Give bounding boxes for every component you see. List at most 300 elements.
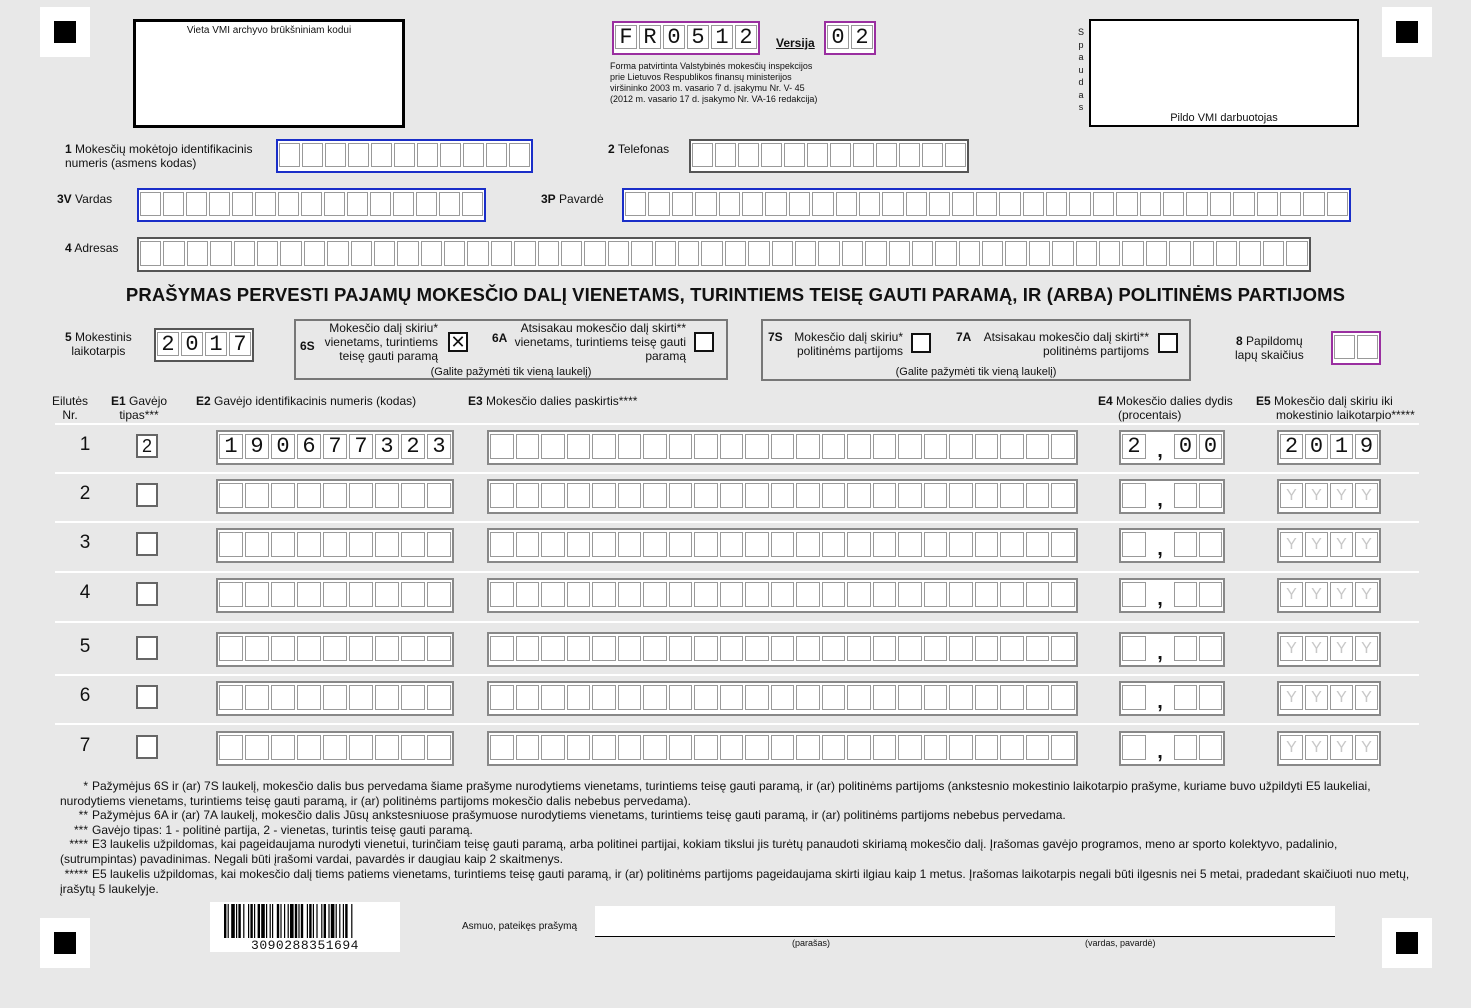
corner-marker-bottom-left (40, 918, 90, 968)
stamp-vertical-label: Spaudas (1077, 27, 1084, 112)
input-cell (935, 241, 956, 266)
checkbox-6a[interactable] (694, 332, 714, 352)
input-cell (738, 143, 759, 167)
field-number: E4 (1098, 394, 1113, 408)
input-cell (567, 735, 591, 760)
input-cell (745, 735, 769, 760)
code-cell (401, 735, 425, 760)
barcode-bar (284, 904, 285, 938)
barcode-bar (290, 904, 294, 938)
year-cell: Y (1305, 582, 1328, 607)
input-cell (772, 241, 793, 266)
input-cell (643, 685, 667, 710)
until-year-input[interactable] (1277, 430, 1381, 465)
first-name-input[interactable] (137, 188, 486, 222)
tax-period-year-input[interactable] (154, 328, 254, 362)
header-text: (procentais) (1118, 408, 1182, 422)
input-cell (720, 483, 744, 508)
input-cell (672, 192, 693, 216)
code-cell: 3 (375, 434, 399, 459)
input-cell (1140, 192, 1161, 216)
input-cell (1051, 636, 1075, 661)
recipient-type-input[interactable] (136, 483, 158, 507)
corner-marker-top-right (1382, 7, 1432, 57)
group-7-box (761, 319, 1191, 381)
barcode-bar (288, 904, 289, 938)
code-cell (297, 636, 321, 661)
field-1-label (65, 142, 270, 170)
additional-pages-input[interactable] (1331, 331, 1381, 365)
code-cell (297, 532, 321, 557)
year-cell: Y (1280, 582, 1303, 607)
field-label-text: Vardas (75, 192, 113, 206)
code-cell (375, 532, 399, 557)
input-cell (1093, 192, 1114, 216)
year-cell: Y (1280, 636, 1303, 661)
barcode-bar (231, 904, 235, 938)
recipient-code-input[interactable] (216, 528, 454, 563)
stamp-caption: Pildo VMI darbuotojas (1170, 112, 1278, 124)
code-cell (349, 636, 373, 661)
input-cell (694, 483, 718, 508)
code-cell: 1 (219, 434, 243, 459)
row-number: 4 (79, 582, 91, 603)
input-cell (1051, 483, 1075, 508)
field-number: 4 (65, 241, 72, 255)
percent-dec-cell (1199, 685, 1222, 710)
input-cell (280, 241, 301, 266)
code-cell: 6 (297, 434, 321, 459)
code-cell (427, 582, 451, 607)
input-cell (567, 685, 591, 710)
input-cell (1280, 192, 1301, 216)
percent-input[interactable] (1119, 479, 1225, 514)
code-cell: R (639, 25, 661, 49)
input-cell (982, 241, 1003, 266)
until-year-input[interactable] (1277, 681, 1381, 716)
footnote-mark: ***** (64, 867, 88, 881)
code-cell (323, 636, 347, 661)
purpose-input[interactable] (487, 632, 1078, 667)
row-number: 3 (79, 532, 91, 553)
barcode-bar (236, 904, 237, 938)
input-cell (812, 192, 833, 216)
barcode-bar (309, 904, 311, 938)
header-text: mokestinio laikotarpio***** (1276, 408, 1415, 422)
input-cell (720, 685, 744, 710)
input-cell (807, 143, 828, 167)
input-cell (898, 532, 922, 557)
code-cell (219, 735, 243, 760)
input-cell (818, 241, 839, 266)
form-title: PRAŠYMAS PERVESTI PAJAMŲ MOKESČIO DALĮ VIENETAMS, TURINTIEMS TEISĘ GAUTI PARAMĄ, IR (ARBA) POLITINĖMS PARTIJOMS (125, 284, 1346, 305)
input-cell (720, 434, 744, 459)
footnote-3 (60, 823, 1410, 838)
until-year-input[interactable] (1277, 479, 1381, 514)
input-cell (490, 582, 514, 607)
input-cell (140, 241, 161, 266)
code-cell: F (615, 25, 637, 49)
code-cell (401, 483, 425, 508)
input-cell (822, 636, 846, 661)
input-cell (584, 241, 605, 266)
input-cell (873, 582, 897, 607)
input-cell (393, 192, 414, 216)
decimal-comma: , (1157, 691, 1163, 713)
recipient-type-input[interactable] (136, 582, 158, 606)
year-cell: Y (1355, 582, 1378, 607)
recipient-type-input[interactable] (136, 685, 158, 709)
input-cell (278, 192, 299, 216)
input-cell (1334, 335, 1355, 359)
input-cell (1051, 434, 1075, 459)
input-cell (975, 685, 999, 710)
until-year-input[interactable] (1277, 578, 1381, 613)
checkbox-6s[interactable]: ✕ (448, 332, 468, 352)
input-cell (618, 735, 642, 760)
recipient-type-input[interactable]: 2 (136, 434, 158, 458)
input-cell (186, 192, 207, 216)
input-cell (1186, 192, 1207, 216)
phone-input[interactable] (689, 139, 969, 173)
input-cell (490, 483, 514, 508)
input-cell (796, 434, 820, 459)
input-cell (975, 434, 999, 459)
input-cell (1051, 582, 1075, 607)
field-number: E2 (196, 394, 211, 408)
purpose-input[interactable] (487, 681, 1078, 716)
input-cell (719, 192, 740, 216)
field-number: 7S (768, 330, 783, 344)
input-cell (592, 434, 616, 459)
year-cell: 9 (1355, 434, 1378, 459)
percent-input[interactable] (1119, 731, 1225, 766)
percent-input[interactable] (1119, 681, 1225, 716)
input-cell (796, 636, 820, 661)
barcode-bar (224, 904, 226, 938)
form-code-cells (612, 21, 760, 55)
input-cell (643, 636, 667, 661)
header-text: Eilutės (52, 394, 89, 408)
input-cell (592, 483, 616, 508)
input-cell (516, 685, 540, 710)
input-cell (541, 434, 565, 459)
footnote-text: Gavėjo tipas: 1 - politinė partija, 2 - vienetas, turintis teisę gauti paramą. (92, 823, 473, 837)
header-text: Gavėjo (129, 394, 168, 408)
input-cell (975, 735, 999, 760)
recipient-type-input[interactable] (136, 532, 158, 556)
row-number: 6 (79, 685, 91, 706)
input-cell (924, 434, 948, 459)
barcode-bar (277, 904, 279, 938)
checkbox-7s[interactable] (911, 333, 931, 353)
field-8-label (1235, 334, 1304, 362)
input-cell (873, 735, 897, 760)
recipient-code-input[interactable] (216, 479, 454, 514)
corner-marker-top-left (40, 7, 90, 57)
input-cell (898, 483, 922, 508)
last-name-input[interactable] (622, 188, 1351, 222)
percent-dec-cell: 0 (1174, 434, 1197, 459)
approval-text (610, 61, 817, 105)
barcode-bar (238, 904, 240, 938)
until-year-input[interactable] (1277, 632, 1381, 667)
until-year-input[interactable] (1277, 528, 1381, 563)
percent-input[interactable] (1119, 632, 1225, 667)
code-cell (375, 483, 399, 508)
input-cell (898, 434, 922, 459)
field-label-text: laikotarpis (71, 344, 126, 358)
percent-dec-cell (1174, 685, 1197, 710)
input-cell (1146, 241, 1167, 266)
signature-caption: (parašas) (792, 938, 831, 948)
input-cell (592, 735, 616, 760)
input-cell (643, 582, 667, 607)
input-cell (490, 434, 514, 459)
code-cell (271, 735, 295, 760)
input-cell (771, 685, 795, 710)
percent-input[interactable] (1119, 578, 1225, 613)
barcode-bar (301, 904, 303, 938)
purpose-input[interactable] (487, 479, 1078, 514)
field-7s-number (768, 330, 783, 344)
percent-input[interactable] (1119, 528, 1225, 563)
field-label-text: Mokestinis (75, 330, 132, 344)
input-cell (516, 735, 540, 760)
input-cell (853, 143, 874, 167)
input-cell (922, 143, 943, 167)
barcode-bar (336, 904, 337, 938)
year-cell: Y (1355, 483, 1378, 508)
percent-dec-cell (1174, 532, 1197, 557)
input-cell (1026, 636, 1050, 661)
input-cell (720, 636, 744, 661)
input-cell (873, 636, 897, 661)
input-cell (898, 735, 922, 760)
input-cell (796, 735, 820, 760)
percent-dec-cell (1174, 636, 1197, 661)
input-cell (999, 192, 1020, 216)
input-cell (847, 483, 871, 508)
field-6a-label: Atsisakau mokesčio dalį skirti** vienetams, turintiems teisę gauti paramą (514, 321, 686, 363)
row-number: 7 (79, 735, 91, 756)
field-6s-number (300, 339, 315, 353)
percent-int-cell (1122, 532, 1146, 557)
decimal-comma: , (1157, 440, 1163, 462)
input-cell (567, 532, 591, 557)
input-cell (694, 636, 718, 661)
input-cell (567, 582, 591, 607)
input-cell (463, 143, 484, 167)
purpose-input[interactable] (487, 578, 1078, 613)
col-header-e5 (1256, 394, 1415, 422)
code-cell (219, 582, 243, 607)
footnote-mark: ** (78, 808, 88, 822)
recipient-code-input[interactable] (216, 731, 454, 766)
footnote-mark: **** (69, 837, 88, 851)
year-cell: Y (1330, 582, 1353, 607)
purpose-input[interactable] (487, 430, 1078, 465)
input-cell (1029, 241, 1050, 266)
recipient-code-input[interactable] (216, 430, 454, 465)
barcode-bar (313, 904, 314, 938)
taxpayer-id-input[interactable] (276, 139, 533, 173)
input-cell (725, 241, 746, 266)
row-separator (55, 423, 1419, 425)
year-cell: 2 (1280, 434, 1303, 459)
code-cell (219, 483, 243, 508)
purpose-input[interactable] (487, 528, 1078, 563)
barcode-bar (345, 904, 347, 938)
code-cell (401, 636, 425, 661)
input-cell (873, 434, 897, 459)
input-cell (669, 532, 693, 557)
input-cell (945, 143, 966, 167)
input-cell (695, 192, 716, 216)
input-cell (748, 241, 769, 266)
barcode-bar (307, 904, 308, 938)
field-7a-number (956, 330, 971, 344)
signature-input[interactable] (595, 906, 1335, 937)
input-cell (1052, 241, 1073, 266)
code-cell (427, 532, 451, 557)
percent-dec-cell (1199, 483, 1222, 508)
footnote-text: E5 laukelis užpildomas, kai mokesčio dalį tiems patiems vienetams, turintiems teisę gauti paramą, ir (ar) politinėms partijoms pageidaujama skirti ilgiau kaip 1 metus. Įrašomas laikotarpis negali būti ilgesnis nei 5 metai, pradedant skaičiuoti nuo metų, įrašytų 5 laukelyje. (60, 867, 1410, 896)
code-cell (245, 685, 269, 710)
field-7s-label: Mokesčio dalį skiriu* politinėms partijoms (794, 330, 903, 358)
percent-dec-cell (1174, 483, 1197, 508)
checkbox-7a[interactable] (1158, 333, 1178, 353)
input-cell (351, 241, 372, 266)
field-number: E1 (111, 394, 126, 408)
input-cell (975, 483, 999, 508)
input-cell (541, 582, 565, 607)
year-cell: Y (1280, 532, 1303, 557)
input-cell (949, 532, 973, 557)
field-label-text: Papildomų (1246, 334, 1303, 348)
group-6-box (294, 319, 728, 380)
col-header-e4 (1098, 394, 1233, 422)
barcode-bar (261, 904, 265, 938)
input-cell (822, 434, 846, 459)
code-cell: 0 (827, 25, 849, 49)
input-cell (279, 143, 300, 167)
input-cell (822, 685, 846, 710)
percent-input[interactable] (1119, 430, 1225, 465)
input-cell (538, 241, 559, 266)
input-cell (720, 582, 744, 607)
input-cell (784, 143, 805, 167)
barcode-bar (331, 904, 335, 938)
recipient-code-input[interactable] (216, 578, 454, 613)
field-label-text: Mokesčių mokėtojo identifikacinis numeris (asmens kodas) (65, 142, 253, 170)
code-cell (427, 636, 451, 661)
input-cell (325, 143, 346, 167)
approval-line: prie Lietuvos Respublikos finansų ministerijos (610, 72, 792, 82)
input-cell (694, 582, 718, 607)
recipient-type-input[interactable] (136, 636, 158, 660)
footnote-1 (60, 779, 1410, 808)
percent-int-cell (1122, 636, 1146, 661)
input-cell (1069, 192, 1090, 216)
input-cell (761, 143, 782, 167)
input-cell (924, 636, 948, 661)
recipient-type-input[interactable] (136, 735, 158, 759)
input-cell (592, 636, 616, 661)
input-cell (618, 434, 642, 459)
input-cell (1051, 532, 1075, 557)
approval-line: viršininko 2003 m. vasario 7 d. įsakymu Nr. V- 45 (610, 83, 805, 93)
input-cell (416, 192, 437, 216)
percent-int-cell (1122, 582, 1146, 607)
until-year-input[interactable] (1277, 731, 1381, 766)
code-cell: 2 (735, 25, 757, 49)
input-cell (1169, 241, 1190, 266)
input-cell (882, 192, 903, 216)
input-cell (1026, 434, 1050, 459)
year-cell: Y (1280, 483, 1303, 508)
recipient-code-input[interactable] (216, 632, 454, 667)
footnote-text: Pažymėjus 6A ir (ar) 7A laukelį, mokesčio dalis Jūsų ankstesniuose prašymuose nurodytiems vienetams, turintiems teisę gauti paramą, ir (ar) politinėms partijoms nebebus pervedama. (92, 808, 1066, 822)
input-cell (765, 192, 786, 216)
percent-int-cell (1122, 735, 1146, 760)
input-cell (906, 192, 927, 216)
input-cell (1000, 685, 1024, 710)
code-cell: 2 (851, 25, 873, 49)
field-number: 5 (65, 330, 72, 344)
code-cell: 9 (245, 434, 269, 459)
recipient-code-input[interactable] (216, 681, 454, 716)
input-cell (209, 192, 230, 216)
input-cell (924, 532, 948, 557)
year-cell: Y (1330, 483, 1353, 508)
input-cell (516, 636, 540, 661)
field-4-label (65, 241, 118, 255)
purpose-input[interactable] (487, 731, 1078, 766)
col-header-e2 (196, 394, 416, 408)
barcode-bar (243, 904, 244, 938)
header-text: Gavėjo identifikacinis numeris (kodas) (214, 394, 417, 408)
row-separator (55, 571, 1419, 573)
input-cell (847, 685, 871, 710)
footnote-text: Pažymėjus 6S ir (ar) 7S laukelį, mokesčio dalis bus pervedama šiame prašyme nurodytiems vienetams, turintiems teisę gauti paramą, ir (ar) politinėms partijoms (ankstesnio mokestinio laikotarpio prašyme, kuriame buvo užpildyti E5 laukeliai, nurodytiems vienetams, turintiems teisę gauti paramą, ir (ar) politinėms partijoms mokesčio dalis nebebus pervedama). (60, 779, 1371, 808)
input-cell (771, 483, 795, 508)
percent-int-cell (1122, 685, 1146, 710)
field-number: E3 (468, 394, 483, 408)
input-cell (847, 434, 871, 459)
percent-dec-cell (1174, 735, 1197, 760)
input-cell (541, 532, 565, 557)
address-input[interactable] (137, 237, 1311, 272)
code-cell (245, 582, 269, 607)
input-cell (394, 143, 415, 167)
code-cell (323, 685, 347, 710)
input-cell (669, 735, 693, 760)
code-cell (375, 636, 399, 661)
input-cell (1026, 582, 1050, 607)
barcode-bar (280, 904, 281, 938)
input-cell (745, 685, 769, 710)
input-cell (771, 636, 795, 661)
percent-int-cell: 2 (1122, 434, 1146, 459)
barcode-bar (328, 904, 329, 938)
input-cell (592, 532, 616, 557)
code-cell (323, 483, 347, 508)
input-cell (949, 685, 973, 710)
input-cell (822, 532, 846, 557)
decimal-comma: , (1157, 642, 1163, 664)
input-cell (692, 143, 713, 167)
